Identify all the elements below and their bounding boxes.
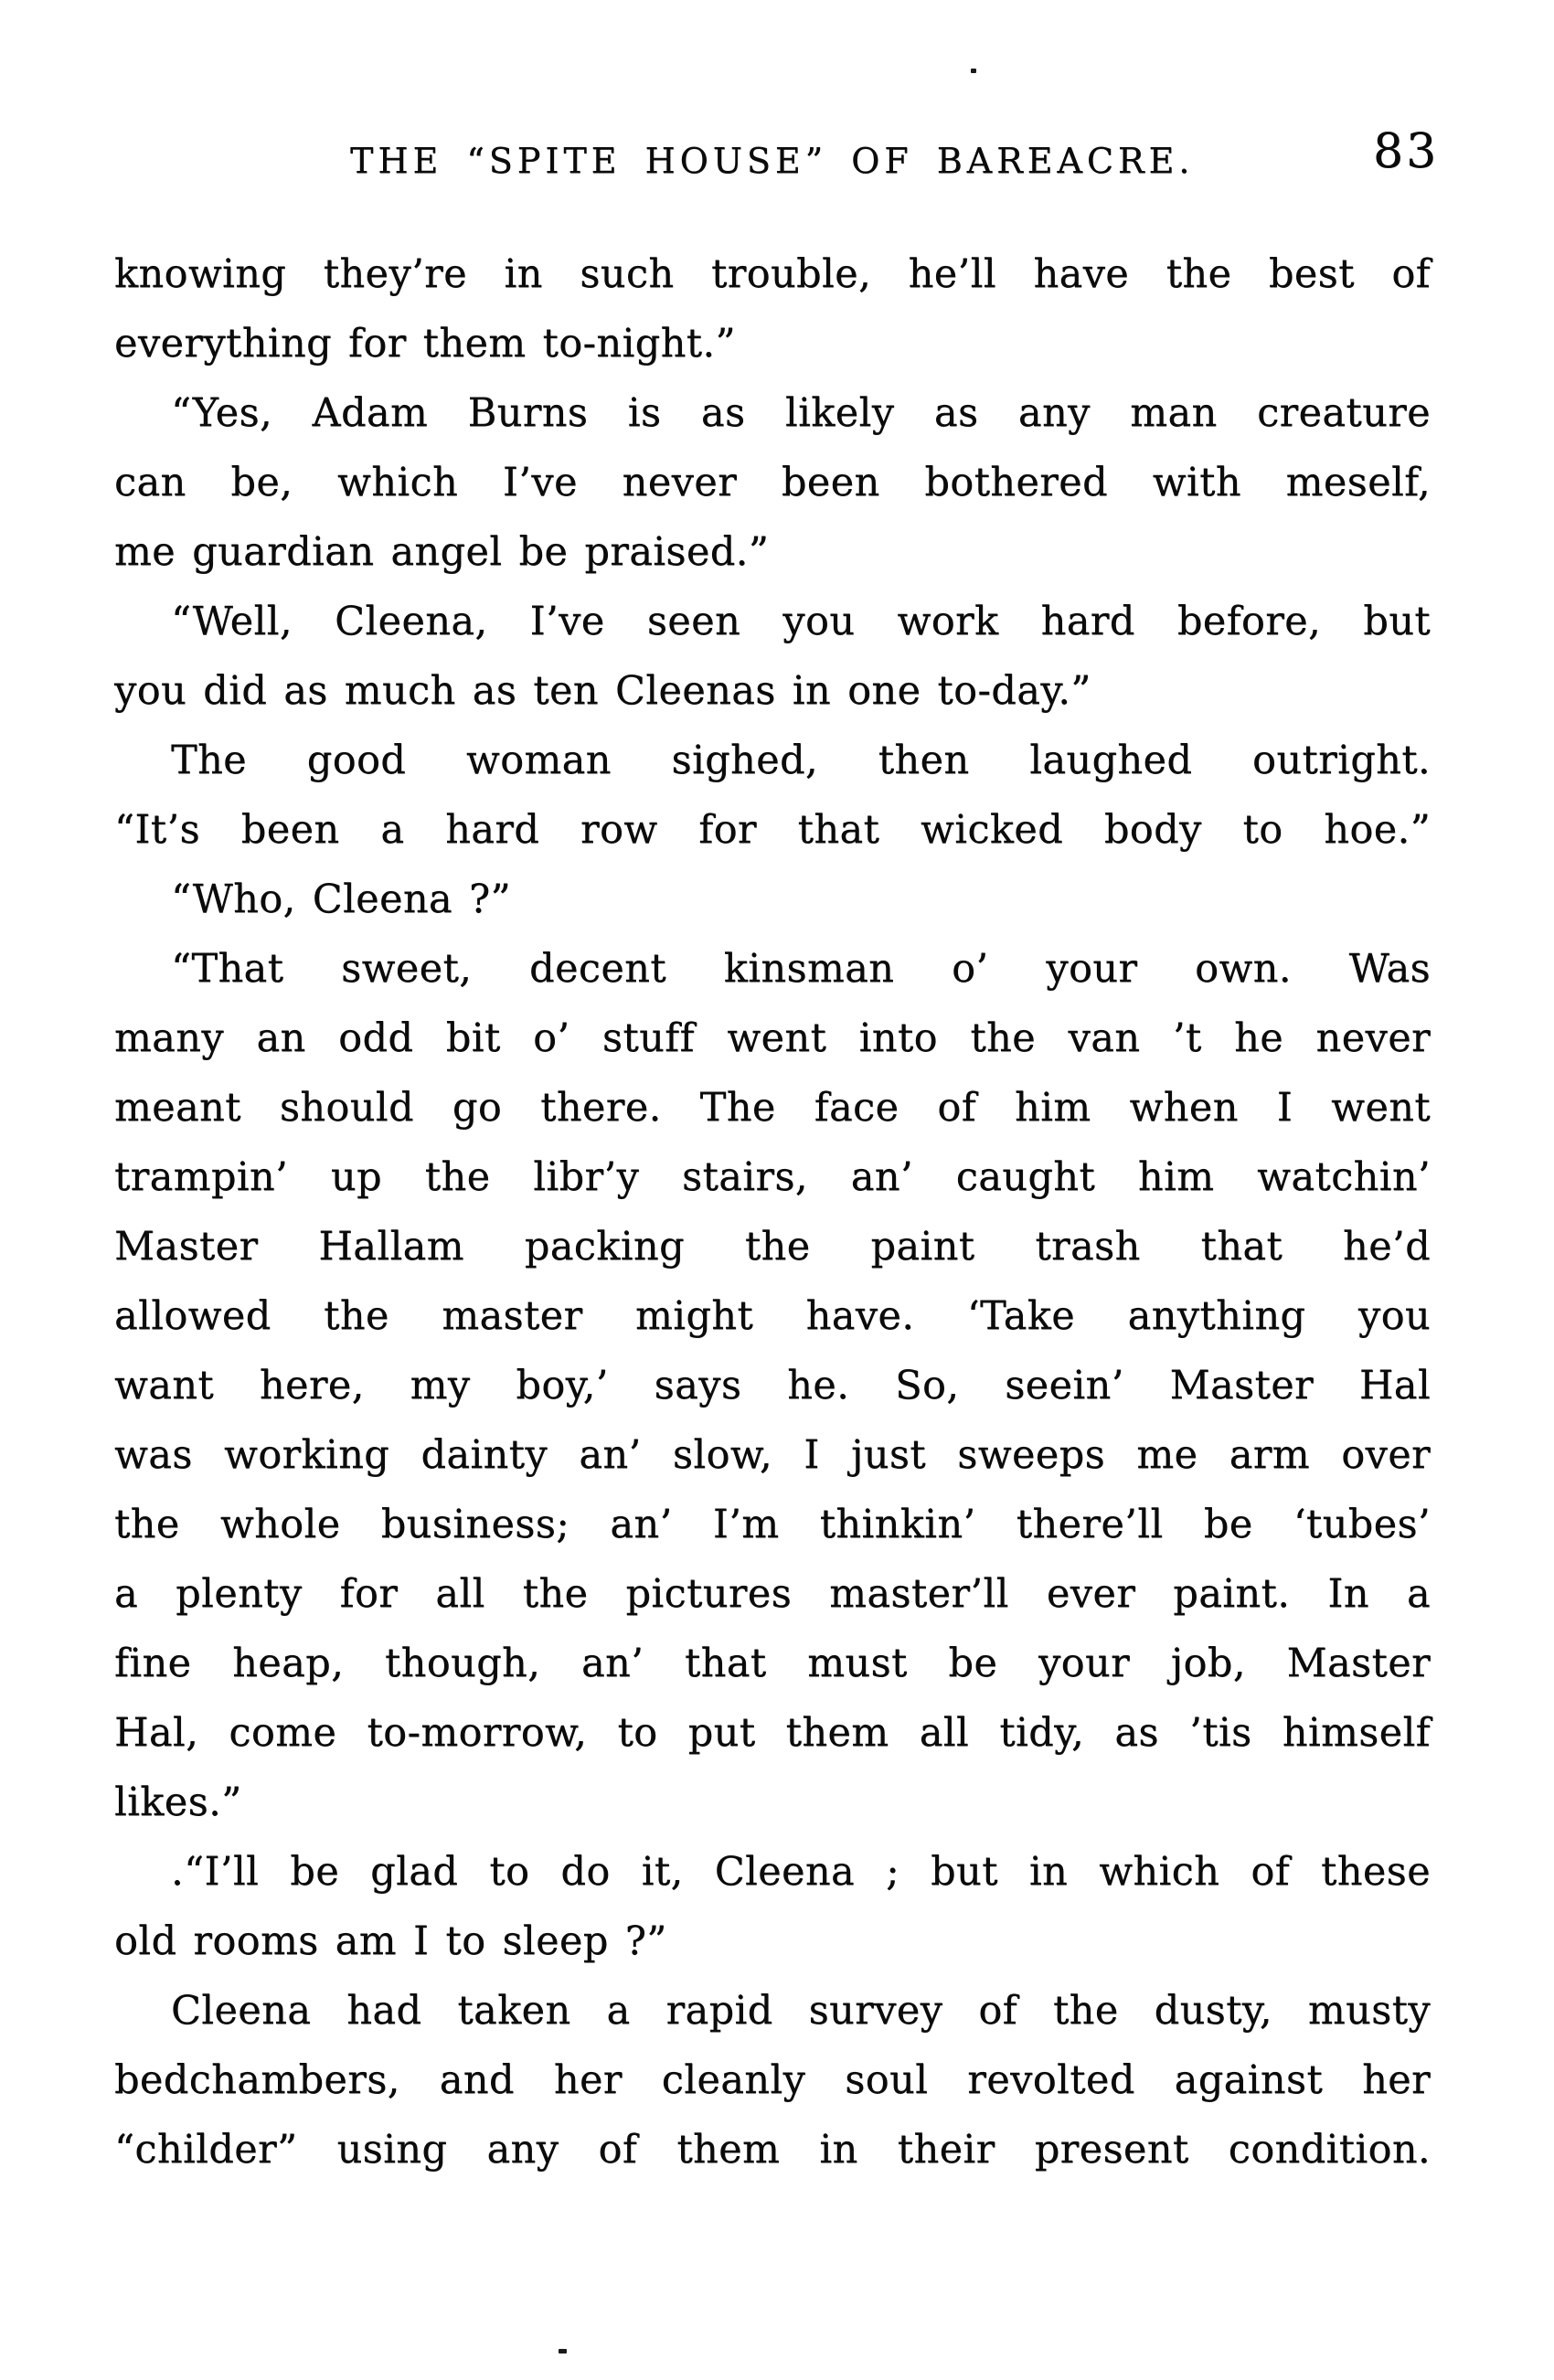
text-line: a plenty for all the pictures master’ll ever paint. In a	[114, 1571, 1431, 1617]
text-line: can be, which I’ve never been bothered with meself,	[114, 460, 1431, 505]
text-line: Cleena had taken a rapid survey of the dusty, musty	[171, 1988, 1431, 2034]
paragraph	[114, 1837, 1431, 1976]
text-line: likes.”	[114, 1780, 242, 1825]
paragraph	[114, 378, 1431, 587]
ink-speck-top	[971, 69, 976, 73]
running-header: THE “SPITE HOUSE” OF BAREACRE.	[350, 141, 1195, 181]
text-line: fine heap, though, an’ that must be your job, Master	[114, 1641, 1431, 1686]
text-line: the whole business; an’ I’m thinkin’ there’ll be ‘tubes’	[114, 1502, 1431, 1547]
text-line: “Yes, Adam Burns is as likely as any man creature	[171, 390, 1431, 436]
text-line: bedchambers, and her cleanly soul revolted against her	[114, 2057, 1431, 2103]
paragraph	[114, 587, 1431, 726]
paragraph	[114, 726, 1431, 865]
text-line: Hal, come to-morrow, to put them all tidy, as ’tis himself	[114, 1710, 1431, 1756]
text-line: knowing they’re in such trouble, he’ll have the best of	[114, 251, 1431, 297]
text-line: allowed the master might have. ‘Take anything you	[114, 1293, 1431, 1339]
text-line: you did as much as ten Cleenas in one to-day.”	[114, 668, 1091, 714]
paragraph	[114, 934, 1431, 1837]
text-line: “childer” using any of them in their present condition.	[114, 2127, 1431, 2173]
text-body	[114, 239, 1431, 2184]
text-line: The good woman sighed, then laughed outright.	[171, 738, 1431, 783]
ink-speck-bottom	[559, 2349, 567, 2353]
text-line: Master Hallam packing the paint trash that he’d	[114, 1224, 1431, 1270]
text-line: trampin’ up the libr’y stairs, an’ caught him watchin’	[114, 1154, 1431, 1200]
text-line: meant should go there. The face of him when I went	[114, 1085, 1431, 1131]
text-line: “That sweet, decent kinsman o’ your own. Was	[171, 946, 1431, 992]
text-line: “Who, Cleena ?”	[171, 877, 511, 922]
text-line: was working dainty an’ slow, I just sweeps me arm over	[114, 1432, 1431, 1478]
text-line: want here, my boy,’ says he. So, seein’ Master Hal	[114, 1363, 1431, 1408]
text-line: me guardian angel be praised.”	[114, 529, 770, 575]
text-line: “Well, Cleena, I’ve seen you work hard before, but	[171, 599, 1431, 644]
text-line: .“I’ll be glad to do it, Cleena ; but in which of these	[171, 1849, 1431, 1895]
text-line: many an odd bit o’ stuff went into the van ’t he never	[114, 1015, 1431, 1061]
page-number: 83	[1373, 124, 1440, 179]
paragraph	[114, 1976, 1431, 2184]
paragraph	[114, 239, 1431, 378]
text-line: old rooms am I to sleep ?”	[114, 1918, 667, 1964]
paragraph	[114, 865, 1431, 934]
text-line: everything for them to-night.”	[114, 321, 736, 367]
text-line: “It’s been a hard row for that wicked body to hoe.”	[114, 807, 1431, 853]
